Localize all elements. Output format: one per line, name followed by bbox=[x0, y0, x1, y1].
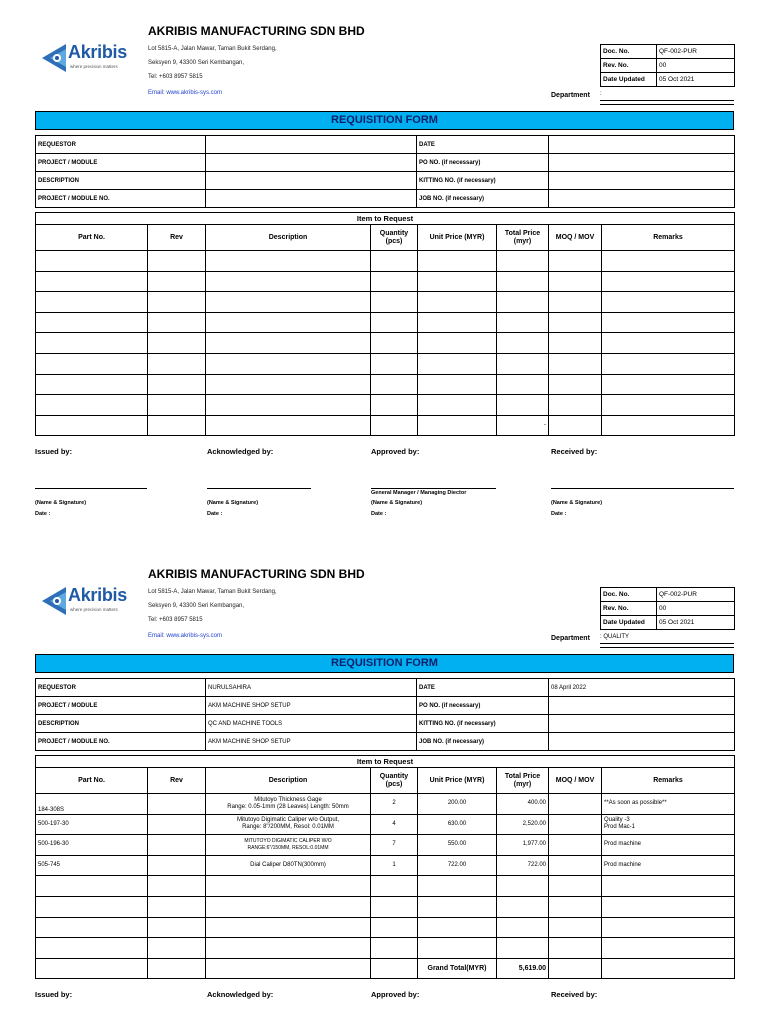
remarks-line1: **As soon as possible** bbox=[604, 800, 667, 807]
description-line2: Range: 0.05-1mm (28 Leaves) Length: 50mm bbox=[227, 803, 349, 810]
grand-total-label: Grand Total(MYR) bbox=[418, 958, 497, 979]
approved-name-signature: (Name & Signature) bbox=[371, 500, 423, 506]
part-no-cell: 505-745 bbox=[36, 855, 148, 876]
table-row[interactable] bbox=[36, 312, 735, 333]
description-line2: RANGE:6"/150MM, RESOL:0.01MM bbox=[247, 844, 329, 851]
doc-no-label: Doc. No. bbox=[601, 588, 657, 602]
po-no-label: PO NO. (if necessary) bbox=[417, 154, 549, 172]
table-row[interactable] bbox=[36, 353, 735, 374]
col-remarks: Remarks bbox=[602, 225, 735, 251]
acknowledged-by-label: Acknowledged by: bbox=[207, 447, 274, 456]
doc-control-table bbox=[600, 44, 735, 87]
received-by-label: Received by: bbox=[551, 447, 598, 456]
table-row[interactable] bbox=[36, 814, 735, 835]
part-no-cell: 500-196-30 bbox=[36, 835, 148, 856]
kitting-no-field[interactable] bbox=[549, 715, 735, 733]
unit-price-cell: 550.00 bbox=[418, 835, 497, 856]
issued-name-signature: (Name & Signature) bbox=[35, 500, 87, 506]
table-row[interactable] bbox=[36, 835, 735, 856]
rev-no-label: Rev. No. bbox=[601, 602, 657, 616]
col-total-price: Total Price (myr) bbox=[497, 225, 549, 251]
department-underline bbox=[600, 647, 734, 648]
requestor-label: REQUESTOR bbox=[36, 679, 206, 697]
project-module-no-field[interactable] bbox=[206, 190, 417, 208]
quantity-cell: 7 bbox=[371, 835, 418, 856]
items-table bbox=[35, 755, 735, 979]
description-cell bbox=[206, 794, 371, 815]
remarks-cell bbox=[602, 835, 735, 856]
description-field[interactable]: QC AND MACHINE TOOLS bbox=[206, 715, 417, 733]
acknowledged-date: Date : bbox=[207, 511, 223, 517]
part-no-cell: 500-197-30 bbox=[36, 814, 148, 835]
date-updated-label: Date Updated bbox=[601, 616, 657, 630]
company-email-link[interactable]: Email: www.akribis-sys.com bbox=[148, 633, 223, 639]
issued-by-label: Issued by: bbox=[35, 990, 73, 999]
description-line2: Range: 8"/200MM, Resol: 0.01MM bbox=[242, 824, 334, 831]
table-row[interactable] bbox=[36, 271, 735, 292]
kitting-no-label: KITTING NO. (if necessary) bbox=[417, 172, 549, 190]
quantity-cell: 2 bbox=[371, 794, 418, 815]
request-info-table bbox=[35, 135, 735, 208]
form-banner: REQUISITION FORM bbox=[35, 654, 734, 673]
description-line1: Mitutoyo Thickness Gage bbox=[254, 796, 322, 803]
company-name: AKRIBIS MANUFACTURING SDN BHD bbox=[148, 24, 365, 38]
project-module-no-field[interactable]: AKM MACHINE SHOP SETUP bbox=[206, 733, 417, 751]
form-banner: REQUISITION FORM bbox=[35, 111, 734, 130]
grand-total-row bbox=[36, 958, 735, 979]
project-module-field[interactable] bbox=[206, 154, 417, 172]
issued-date: Date : bbox=[35, 511, 51, 517]
col-rev: Rev bbox=[148, 225, 206, 251]
table-row[interactable] bbox=[36, 395, 735, 416]
company-name: AKRIBIS MANUFACTURING SDN BHD bbox=[148, 567, 365, 581]
requestor-field[interactable]: NURULSAHIRA bbox=[206, 679, 417, 697]
company-address-line1: Lot 5815-A, Jalan Mawar, Taman Bukit Serdang, bbox=[148, 46, 277, 52]
issued-by-signature-line[interactable] bbox=[35, 488, 147, 489]
remarks-cell bbox=[602, 814, 735, 835]
date-updated-value: 05 Oct 2021 bbox=[657, 616, 735, 630]
approved-by-label: Approved by: bbox=[371, 447, 420, 456]
items-title: Item to Request bbox=[36, 213, 735, 225]
description-cell bbox=[206, 835, 371, 856]
date-updated-value: 05 Oct 2021 bbox=[657, 73, 735, 87]
table-row[interactable] bbox=[36, 292, 735, 313]
akribis-logo-icon bbox=[40, 40, 70, 76]
received-by-signature-line[interactable] bbox=[551, 488, 734, 489]
col-rev: Rev bbox=[148, 768, 206, 794]
description-line1: Mitutoyo Digimatic Caliper w/o Output, bbox=[236, 817, 340, 824]
department-field[interactable]: : bbox=[600, 91, 734, 101]
table-row[interactable] bbox=[36, 333, 735, 354]
issued-by-label: Issued by: bbox=[35, 447, 73, 456]
grand-total-value: 5,619.00 bbox=[497, 958, 549, 979]
kitting-no-label: KITTING NO. (if necessary) bbox=[417, 715, 549, 733]
po-no-field[interactable] bbox=[549, 154, 735, 172]
description-cell bbox=[206, 855, 371, 876]
remarks-line1: Prod machine bbox=[604, 862, 642, 869]
remarks-line1: Quality -3 bbox=[604, 817, 630, 824]
doc-no-value: QF-002-PUR bbox=[657, 45, 735, 59]
table-row[interactable] bbox=[36, 896, 735, 917]
items-table bbox=[35, 212, 735, 436]
job-no-field[interactable] bbox=[549, 190, 735, 208]
description-cell bbox=[206, 814, 371, 835]
description-line1: Dial Caliper D80TN(300mm) bbox=[250, 862, 326, 869]
table-row[interactable] bbox=[36, 415, 735, 436]
table-row[interactable] bbox=[36, 251, 735, 272]
department-underline bbox=[600, 104, 734, 105]
unit-price-cell: 630.00 bbox=[418, 814, 497, 835]
quantity-cell: 1 bbox=[371, 855, 418, 876]
col-quantity: Quantity (pcs) bbox=[371, 225, 418, 251]
requisition-form-filled bbox=[0, 563, 768, 1024]
project-module-label: PROJECT / MODULE bbox=[36, 154, 206, 172]
requestor-label: REQUESTOR bbox=[36, 136, 206, 154]
company-address-line1: Lot 5815-A, Jalan Mawar, Taman Bukit Serdang, bbox=[148, 589, 277, 595]
rev-no-value: 00 bbox=[657, 602, 735, 616]
remarks-cell bbox=[602, 855, 735, 876]
department-field[interactable]: : QUALITY bbox=[600, 634, 734, 644]
col-remarks: Remarks bbox=[602, 768, 735, 794]
description-line1: MITUTOYO DIGIMATIC CALIPER W/O bbox=[244, 837, 332, 844]
request-info-table bbox=[35, 678, 735, 751]
description-label: DESCRIPTION bbox=[36, 715, 206, 733]
description-label: DESCRIPTION bbox=[36, 172, 206, 190]
acknowledged-by-signature-line[interactable] bbox=[207, 488, 311, 489]
col-quantity: Quantity (pcs) bbox=[371, 768, 418, 794]
col-part-no: Part No. bbox=[36, 768, 148, 794]
total-price-dash: - bbox=[497, 415, 549, 436]
logo-wordmark: Akribis bbox=[68, 585, 127, 605]
items-title: Item to Request bbox=[36, 756, 735, 768]
department-label: Department bbox=[551, 92, 590, 99]
company-address-line2: Seksyen 9, 43300 Seri Kembangan, bbox=[148, 603, 245, 609]
table-row[interactable] bbox=[36, 938, 735, 959]
project-module-no-label: PROJECT / MODULE NO. bbox=[36, 733, 206, 751]
quantity-cell: 4 bbox=[371, 814, 418, 835]
company-address-line2: Seksyen 9, 43300 Seri Kembangan, bbox=[148, 60, 245, 66]
unit-price-cell: 722.00 bbox=[418, 855, 497, 876]
remarks-line1: Prod machine bbox=[604, 841, 642, 848]
total-price-cell: 2,520.00 bbox=[497, 814, 549, 835]
date-label: DATE bbox=[417, 679, 549, 697]
date-field[interactable]: 08 April 2022 bbox=[549, 679, 735, 697]
job-no-label: JOB NO. (if necessary) bbox=[417, 190, 549, 208]
approved-by-label: Approved by: bbox=[371, 990, 420, 999]
logo-tagline: where precision matters bbox=[70, 64, 118, 69]
col-moq: MOQ / MOV bbox=[549, 768, 602, 794]
col-unit-price: Unit Price (MYR) bbox=[418, 225, 497, 251]
table-row[interactable] bbox=[36, 374, 735, 395]
company-tel: Tel: +603 8957 5815 bbox=[148, 617, 203, 623]
col-part-no: Part No. bbox=[36, 225, 148, 251]
rev-no-value: 00 bbox=[657, 59, 735, 73]
project-module-no-label: PROJECT / MODULE NO. bbox=[36, 190, 206, 208]
job-no-label: JOB NO. (if necessary) bbox=[417, 733, 549, 751]
job-no-field[interactable] bbox=[549, 733, 735, 751]
po-no-field[interactable] bbox=[549, 697, 735, 715]
col-unit-price: Unit Price (MYR) bbox=[418, 768, 497, 794]
po-no-label: PO NO. (if necessary) bbox=[417, 697, 549, 715]
total-price-cell: 400.00 bbox=[497, 794, 549, 815]
total-price-cell: 1,977.00 bbox=[497, 835, 549, 856]
doc-no-value: QF-002-PUR bbox=[657, 588, 735, 602]
company-logo bbox=[40, 40, 140, 80]
project-module-field[interactable]: AKM MACHINE SHOP SETUP bbox=[206, 697, 417, 715]
project-module-label: PROJECT / MODULE bbox=[36, 697, 206, 715]
rev-no-label: Rev. No. bbox=[601, 59, 657, 73]
date-updated-label: Date Updated bbox=[601, 73, 657, 87]
approved-by-signature-line[interactable] bbox=[371, 488, 496, 489]
company-logo bbox=[40, 583, 140, 623]
gm-title: General Manager / Managing Diector bbox=[371, 490, 467, 496]
table-row[interactable] bbox=[36, 876, 735, 897]
description-field[interactable] bbox=[206, 172, 417, 190]
akribis-logo-icon bbox=[40, 583, 70, 619]
remarks-cell bbox=[602, 794, 735, 815]
company-email-link[interactable]: Email: www.akribis-sys.com bbox=[148, 90, 223, 96]
received-date: Date : bbox=[551, 511, 567, 517]
date-field[interactable] bbox=[549, 136, 735, 154]
doc-control-table bbox=[600, 587, 735, 630]
company-tel: Tel: +603 8957 5815 bbox=[148, 74, 203, 80]
date-label: DATE bbox=[417, 136, 549, 154]
logo-wordmark: Akribis bbox=[68, 42, 127, 62]
approved-date: Date : bbox=[371, 511, 387, 517]
table-row[interactable] bbox=[36, 917, 735, 938]
col-moq: MOQ / MOV bbox=[549, 225, 602, 251]
remarks-line2: Prod Mac-1 bbox=[604, 824, 636, 831]
department-label: Department bbox=[551, 635, 590, 642]
received-by-label: Received by: bbox=[551, 990, 598, 999]
logo-tagline: where precision matters bbox=[70, 607, 118, 612]
acknowledged-name-signature: (Name & Signature) bbox=[207, 500, 259, 506]
requisition-form-blank bbox=[0, 20, 768, 520]
requestor-field[interactable] bbox=[206, 136, 417, 154]
kitting-no-field[interactable] bbox=[549, 172, 735, 190]
acknowledged-by-label: Acknowledged by: bbox=[207, 990, 274, 999]
received-name-signature: (Name & Signature) bbox=[551, 500, 603, 506]
table-row[interactable] bbox=[36, 855, 735, 876]
col-description: Description bbox=[206, 225, 371, 251]
doc-no-label: Doc. No. bbox=[601, 45, 657, 59]
table-row[interactable] bbox=[36, 794, 735, 815]
unit-price-cell: 200.00 bbox=[418, 794, 497, 815]
col-total-price: Total Price (myr) bbox=[497, 768, 549, 794]
col-description: Description bbox=[206, 768, 371, 794]
total-price-cell: 722.00 bbox=[497, 855, 549, 876]
part-no-cell: 184-308S bbox=[36, 794, 148, 815]
